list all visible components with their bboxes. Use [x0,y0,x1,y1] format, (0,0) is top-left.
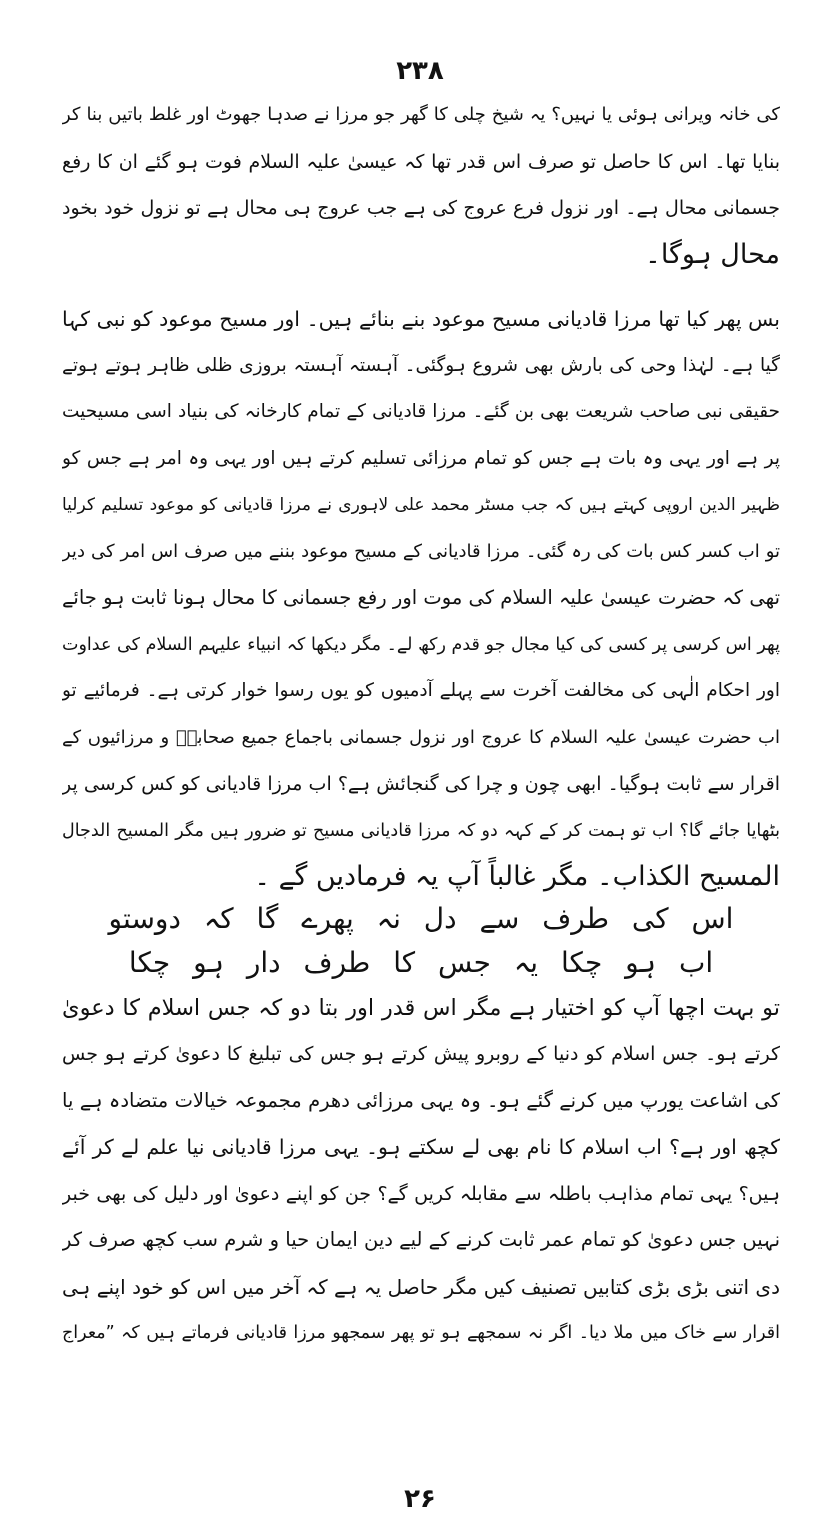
text-line: نہیں جس دعویٰ کو تمام عمر ثابت کرنے کے لیے دین ایمان حیا و شرم سب کچھ صرف کر [62,1228,780,1251]
text-line: کرتے ہو۔ جس اسلام کو دنیا کے روبرو پیش کرتے ہو جس کی تبلیغ کا دعویٰ کرتے ہو جس [62,1043,780,1065]
text-line: محال ہوگا۔ [645,238,780,270]
verse-line: اب ہو چکا یہ جس کا طرف دار ہو چکا [128,945,714,979]
paragraph-gap [62,278,780,296]
paragraph [62,92,780,278]
text-line: بنایا تھا۔ اس کا حاصل تو صرف اس قدر تھا کہ عیسیٰ علیہ السلام فوت ہو گئے ان کا رفع [62,150,780,173]
text-line: اقرار سے ثابت ہوگیا۔ ابھی چون و چرا کی گنجائش ہے؟ اب مرزا قادیانی کو کس کرسی پر [62,773,780,795]
text-line: حقیقی نبی صاحب شریعت بھی بن گئے۔ مرزا قادیانی کے تمام کارخانہ کی بنیاد اسی مسیحیت [62,401,780,422]
text-line: پر ہے اور یہی وہ بات ہے جس کو تمام مرزائی تسلیم کرتے ہیں اور یہی وہ امر ہے جس کو [62,447,780,469]
text-line: اب حضرت عیسیٰ علیہ السلام کا عروج اور نزول جسمانی باجماع جمیع صحابہؓ و مرزائیوں کے [62,726,780,748]
verse-line: اس کی طرف سے دل نہ پھرے گا کہ دوستو [108,901,734,935]
page-number-bottom: ۲۶ [404,1484,436,1514]
text-line: اور احکام الٰہی کی مخالفت آخرت سے پہلے آدمیوں کو یوں رسوا خوار کرتی ہے۔ فرمائیے تو [62,680,780,701]
text-line: بس پھر کیا تھا مرزا قادیانی مسیح موعود بنے بنائے ہیں۔ اور مسیح موعود کو نبی کہا [62,307,780,331]
paragraph [62,985,780,1357]
text-line: بٹھایا جائے گا؟ اب تو ہمت کر کے کہہ دو کہ مرزا قادیانی مسیح تو ضرور ہیں مگر المسیح الدجال [62,820,780,841]
verse [62,897,780,985]
text-line: پھر اس کرسی پر کسی کی کیا مجال جو قدم رکھ لے۔ مگر دیکھا کہ انبیاء علیہم السلام کی عداوت [62,634,780,655]
text-line: اقرار سے خاک میں ملا دیا۔ اگر نہ سمجھے ہو تو پھر سمجھو مرزا قادیانی فرماتے ہیں کہ ”معراج [62,1323,780,1343]
text-line: تو اب کسر کس بات کی رہ گئی۔ مرزا قادیانی کے مسیح موعود بننے میں صرف اس امر کی دیر [62,540,780,562]
page-number-top: ۲۳۸ [396,56,444,86]
text-line: ہیں؟ یہی تمام مذاہب باطلہ سے مقابلہ کریں گے؟ جن کو اپنے دعویٰ اور دلیل کی بھی خبر [62,1182,780,1205]
text-line: کی خانہ ویرانی ہوئی یا نہیں؟ یہ شیخ چلی کا گھر جو مرزا نے صدہا جھوٹ اور غلط باتیں بنا کر [62,104,780,125]
paragraph [62,296,780,901]
text-line: تو بہت اچھا آپ کو اختیار ہے مگر اس قدر اور بتا دو کہ جس اسلام کا دعویٰ [62,994,780,1021]
text-line: ظہیر الدین اروپی کہتے ہیں کہ جب مسٹر محمد علی لاہوری نے مرزا قادیانی کو موعود تسلیم کرلیا [62,495,780,515]
page-body [62,92,780,1357]
text-line: جسمانی محال ہے۔ اور نزول فرع عروج کی ہے جب عروج ہی محال ہے تو نزول خود بخود [62,197,780,219]
text-line: دی اتنی بڑی بڑی کتابیں تصنیف کیں مگر حاصل یہ ہے کہ آخر میں اس کو خود اپنے ہی [62,1274,780,1299]
text-line: کچھ اور ہے؟ اب اسلام کا نام بھی لے سکتے ہو۔ یہی مرزا قادیانی نیا علم لے کر آئے [62,1135,780,1159]
text-line: کی اشاعت یورپ میں کرنے گئے ہو۔ وہ یہی مرزائی دھرم مجموعہ خیالات متضادہ ہے یا [62,1088,780,1112]
text-line: المسیح الکذاب۔ مگر غالباً آپ یہ فرمادیں گے ۔ [254,861,780,892]
text-line: گیا ہے۔ لہٰذا وحی کی بارش بھی شروع ہوگئی۔ آہستہ آہستہ بروزی ظلی ظاہر ہوتے ہوتے [62,354,780,376]
text-line: تھی کہ حضرت عیسیٰ علیہ السلام کی موت اور رفع جسمانی کا محال ہونا ثابت ہو جائے [62,586,780,609]
